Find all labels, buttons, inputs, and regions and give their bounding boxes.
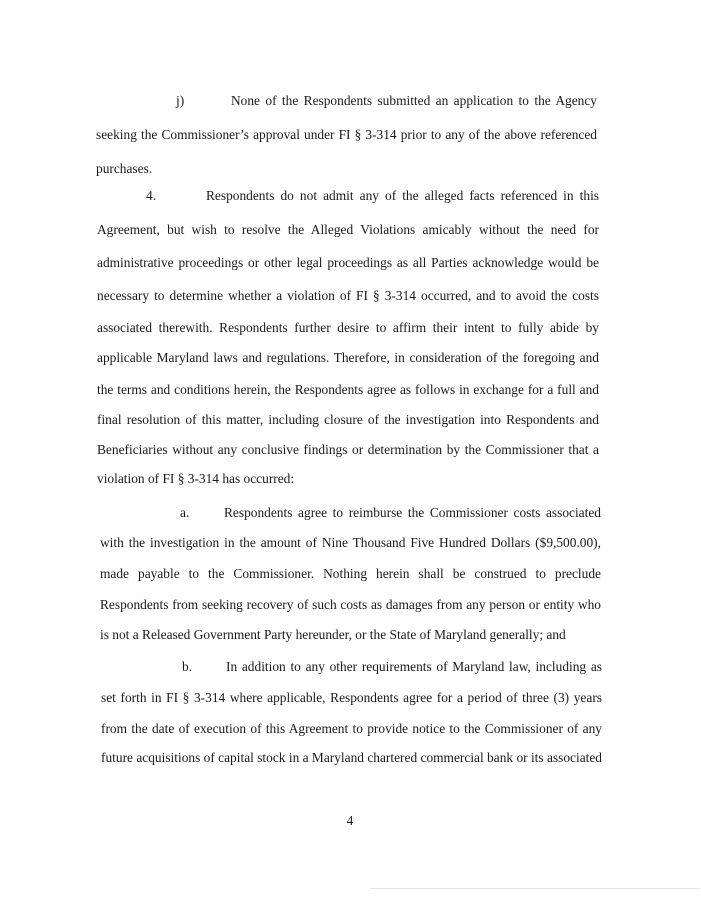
- paragraph-4-line-7: the terms and conditions herein, the Respondents agree as follows in exchange for a full and: [97, 382, 599, 397]
- paragraph-j-line-3: purchases.: [96, 161, 153, 176]
- paragraph-j-line-1: None of the Respondents submitted an application to the Agency: [231, 93, 597, 108]
- paragraph-a-line-1: Respondents agree to reimburse the Commissioner costs associated: [224, 505, 601, 520]
- paragraph-4-line-9: Beneficiaries without any conclusive findings or determination by the Commissioner that a: [97, 442, 599, 457]
- paragraph-a-marker: a.: [180, 505, 190, 520]
- paragraph-4-line-4: necessary to determine whether a violation of FI § 3-314 occurred, and to avoid the costs: [97, 288, 599, 303]
- paragraph-4-line-10: violation of FI § 3-314 has occurred:: [97, 471, 295, 486]
- paragraph-j-marker: j): [176, 93, 185, 108]
- paragraph-4-marker: 4.: [146, 188, 157, 203]
- paragraph-b-line-2: set forth in FI § 3-314 where applicable, Respondents agree for a period of three (3) years: [101, 690, 602, 705]
- paragraph-a-line-5: is not a Released Government Party hereunder, or the State of Maryland generally; and: [100, 627, 566, 642]
- paragraph-4-line-1: Respondents do not admit any of the alleged facts referenced in this: [206, 188, 599, 203]
- paragraph-4-line-3: administrative proceedings or other legal proceedings as all Parties acknowledge would be: [97, 255, 599, 270]
- paragraph-4-line-6: applicable Maryland laws and regulations. Therefore, in consideration of the foregoing and: [97, 350, 599, 365]
- paragraph-4-line-5: associated therewith. Respondents further desire to affirm their intent to fully abide by: [97, 320, 599, 335]
- paragraph-4-line-2: Agreement, but wish to resolve the Alleged Violations amicably without the need for: [97, 222, 599, 237]
- paragraph-b-line-1: In addition to any other requirements of Maryland law, including as: [226, 659, 602, 674]
- paragraph-b-line-3: from the date of execution of this Agreement to provide notice to the Commissioner of any: [101, 721, 602, 736]
- paragraph-b-marker: b.: [182, 659, 193, 674]
- paragraph-b-line-4: future acquisitions of capital stock in a Maryland chartered commercial bank or its associated: [101, 750, 602, 765]
- scan-artifact-line: [370, 888, 700, 889]
- paragraph-a-line-4: Respondents from seeking recovery of such costs as damages from any person or entity who: [100, 597, 601, 612]
- paragraph-4-line-8: final resolution of this matter, including closure of the investigation into Respondents and: [97, 412, 599, 427]
- paragraph-a-line-2: with the investigation in the amount of Nine Thousand Five Hundred Dollars ($9,500.00),: [100, 535, 601, 550]
- paragraph-j-line-2: seeking the Commissioner’s approval under FI § 3-314 prior to any of the above referenced: [96, 127, 597, 142]
- paragraph-a-line-3: made payable to the Commissioner. Nothing herein shall be construed to preclude: [100, 566, 601, 581]
- page-number: 4: [346, 813, 354, 828]
